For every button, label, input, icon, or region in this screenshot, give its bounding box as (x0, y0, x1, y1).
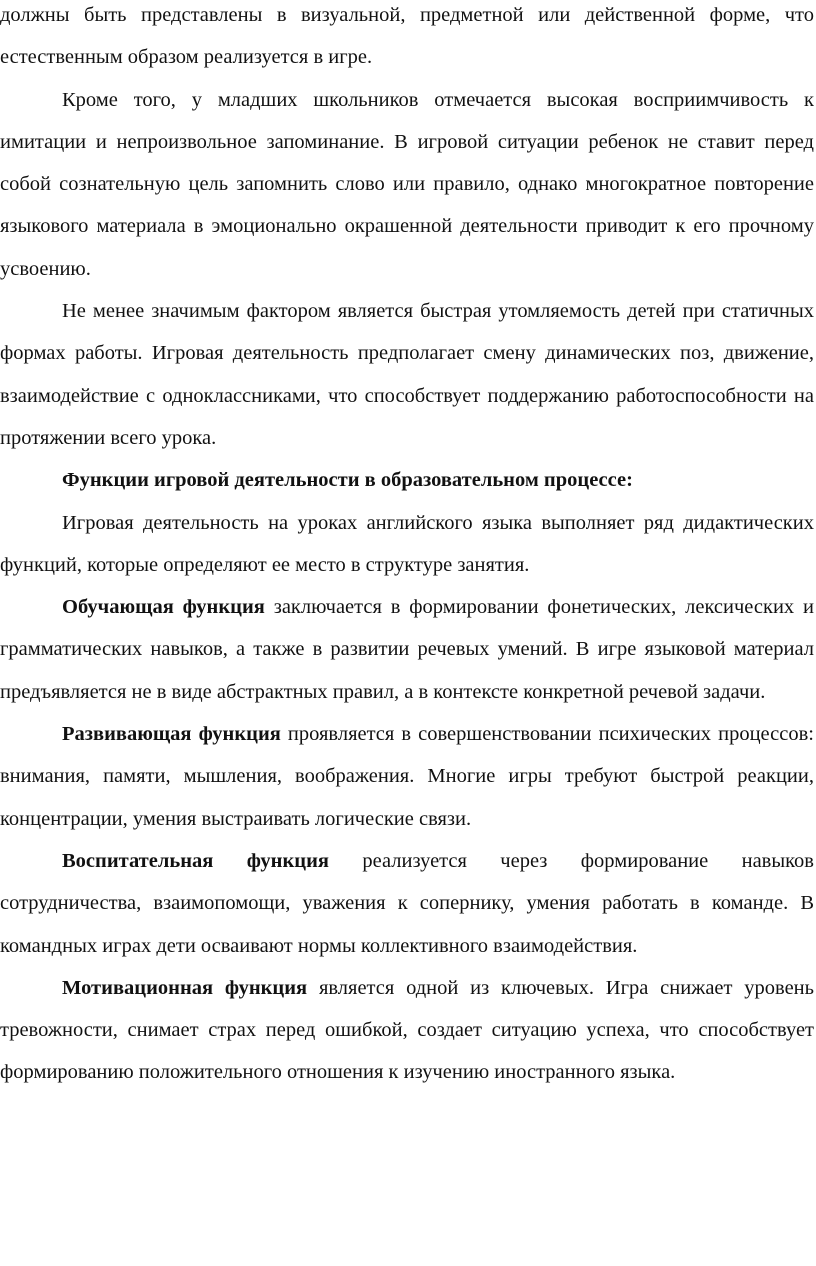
paragraph-teaching-function (0, 586, 814, 713)
educational-function-text: реализуется через формирование навыков сотрудничества, взаимопомощи, уважения к сопернику, умения работать в команде. В командных играх дети осваивают нормы коллективного взаимодействия. (0, 849, 814, 957)
paragraph-continued: должны быть представлены в визуальной, предметной или действенной форме, что естественным образом реализуется в игре. (0, 4, 814, 69)
developing-function-text: проявляется в совершенствовании психических процессов: внимания, памяти, мышления, воображения. Многие игры требуют быстрой реакции, концентрации, умения выстраивать логические связи. (0, 723, 814, 830)
teaching-function-text: заключается в формировании фонетических, лексических и грамматических навыков, а также в развитии речевых умений. В игре языковой материал предъявляется не в виде абстрактных правил, а в контексте конкретной речевой задачи. (0, 596, 814, 703)
developing-function-term: Развивающая функция (62, 723, 281, 746)
motivational-function-text: является одной из ключевых. Игра снижает уровень тревожности, снимает страх перед ошибкой, создает ситуацию успеха, что способствует формированию положительного отношения к изучению иностранного языка. (0, 976, 815, 1084)
paragraph-fatigue: Не менее значимым фактором является быстрая утомляемость детей при статичных формах работы. Игровая деятельность предполагает смену динамических поз, движение, взаимодействие с одноклассниками, что способствует поддержанию работоспособности на протяжении всего урока. (0, 300, 814, 449)
paragraph-educational-function (0, 840, 814, 967)
educational-function-term: Воспитательная функция (62, 849, 329, 872)
teaching-function-term: Обучающая функция (62, 596, 265, 619)
paragraph-developing-function (0, 713, 814, 840)
paragraph-imitation: Кроме того, у младших школьников отмечается высокая восприимчивость к имитации и непроизвольное запоминание. В игровой ситуации ребенок не ставит перед собой сознательную цель запомнить слово или правило, однако многократное повторение языкового материала в эмоционально окрашенной деятельности приводит к его прочному усвоению. (0, 88, 814, 280)
paragraph-motivational-function (0, 967, 814, 1094)
paragraph-functions-intro: Игровая деятельность на уроках английского языка выполняет ряд дидактических функций, которые определяют ее место в структуре занятия. (0, 511, 814, 576)
motivational-function-term: Мотивационная функция (62, 976, 308, 999)
section-heading: Функции игровой деятельности в образовательном процессе: (62, 469, 633, 492)
